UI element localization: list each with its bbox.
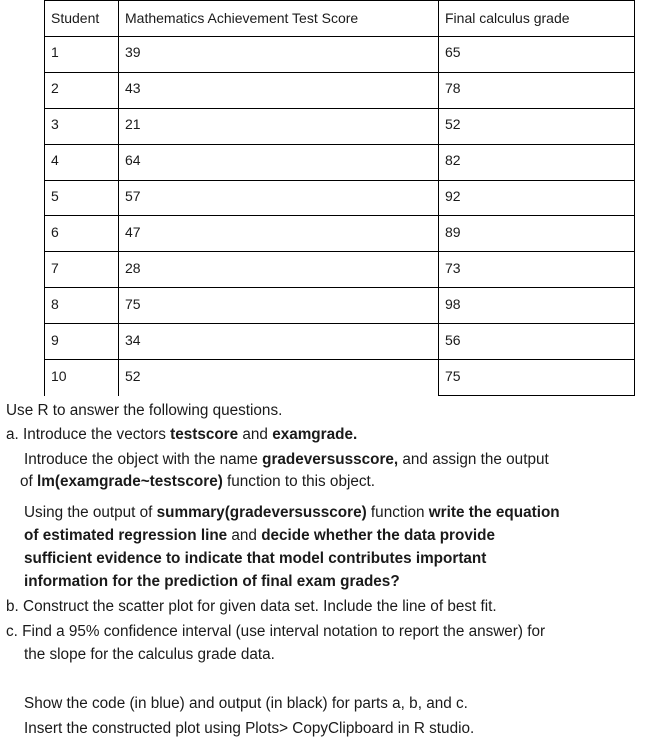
cell-test-score: 39 bbox=[119, 36, 439, 72]
table-row bbox=[45, 36, 635, 72]
cell-test-score: 75 bbox=[119, 288, 439, 324]
table-row bbox=[45, 288, 635, 324]
cell-calculus-grade: 82 bbox=[439, 144, 635, 180]
question-a-line-7: information for the prediction of final exam grades? bbox=[24, 573, 400, 590]
header-calculus-grade: Final calculus grade bbox=[439, 1, 635, 37]
cell-student: 4 bbox=[45, 144, 119, 180]
cell-test-score: 57 bbox=[119, 180, 439, 216]
cell-calculus-grade: 75 bbox=[439, 360, 635, 396]
footer-line-2: Insert the constructed plot using Plots> CopyClipboard in R studio. bbox=[24, 720, 475, 737]
cell-calculus-grade: 89 bbox=[439, 216, 635, 252]
question-b-label: b. bbox=[6, 598, 19, 615]
cell-calculus-grade: 65 bbox=[439, 36, 635, 72]
cell-test-score: 47 bbox=[119, 216, 439, 252]
cell-test-score: 34 bbox=[119, 324, 439, 360]
cell-test-score: 28 bbox=[119, 252, 439, 288]
table-row bbox=[45, 108, 635, 144]
cell-student: 2 bbox=[45, 72, 119, 108]
cell-calculus-grade: 98 bbox=[439, 288, 635, 324]
cell-calculus-grade: 78 bbox=[439, 72, 635, 108]
table-row bbox=[45, 144, 635, 180]
question-c-line-1: c. Find a 95% confidence interval (use interval notation to report the answer) for bbox=[6, 623, 546, 640]
cell-student: 7 bbox=[45, 252, 119, 288]
cell-student: 1 bbox=[45, 36, 119, 72]
header-test-score: Mathematics Achievement Test Score bbox=[119, 1, 439, 37]
data-table bbox=[44, 0, 634, 396]
cell-student: 6 bbox=[45, 216, 119, 252]
cell-test-score: 64 bbox=[119, 144, 439, 180]
cell-calculus-grade: 92 bbox=[439, 180, 635, 216]
table-row bbox=[45, 324, 635, 360]
table-row bbox=[45, 216, 635, 252]
table-header-row bbox=[45, 1, 635, 37]
cell-test-score: 43 bbox=[119, 72, 439, 108]
header-student: Student bbox=[45, 1, 119, 37]
question-c-label: c. bbox=[6, 623, 18, 640]
table-row bbox=[45, 360, 635, 396]
cell-test-score: 21 bbox=[119, 108, 439, 144]
question-a-line-4: Using the output of summary(gradeversusscore) function write the equation bbox=[24, 504, 560, 521]
footer-line-1: Show the code (in blue) and output (in black) for parts a, b, and c. bbox=[24, 695, 468, 712]
table-row bbox=[45, 180, 635, 216]
cell-student: 8 bbox=[45, 288, 119, 324]
question-a-line-3: of lm(examgrade~testscore) function to this object. bbox=[20, 473, 376, 490]
question-a-line-2: Introduce the object with the name gradeversusscore, and assign the output bbox=[24, 451, 549, 468]
cell-student: 9 bbox=[45, 324, 119, 360]
cell-student: 10 bbox=[45, 360, 119, 396]
question-a-line-5: of estimated regression line and decide whether the data provide bbox=[24, 527, 495, 544]
question-b: b. Construct the scatter plot for given data set. Include the line of best fit. bbox=[6, 598, 497, 615]
question-c-line-2: the slope for the calculus grade data. bbox=[24, 646, 275, 663]
cell-test-score: 52 bbox=[119, 360, 439, 396]
instructions-intro: Use R to answer the following questions. bbox=[6, 402, 283, 419]
table-row bbox=[45, 72, 635, 108]
cell-student: 5 bbox=[45, 180, 119, 216]
cell-student: 3 bbox=[45, 108, 119, 144]
question-a-label: a. bbox=[6, 426, 19, 443]
cell-calculus-grade: 73 bbox=[439, 252, 635, 288]
cell-calculus-grade: 52 bbox=[439, 108, 635, 144]
table-row bbox=[45, 252, 635, 288]
question-a-line-1: a. Introduce the vectors testscore and examgrade. bbox=[6, 426, 358, 443]
question-a-line-6: sufficient evidence to indicate that model contributes important bbox=[24, 550, 487, 567]
cell-calculus-grade: 56 bbox=[439, 324, 635, 360]
